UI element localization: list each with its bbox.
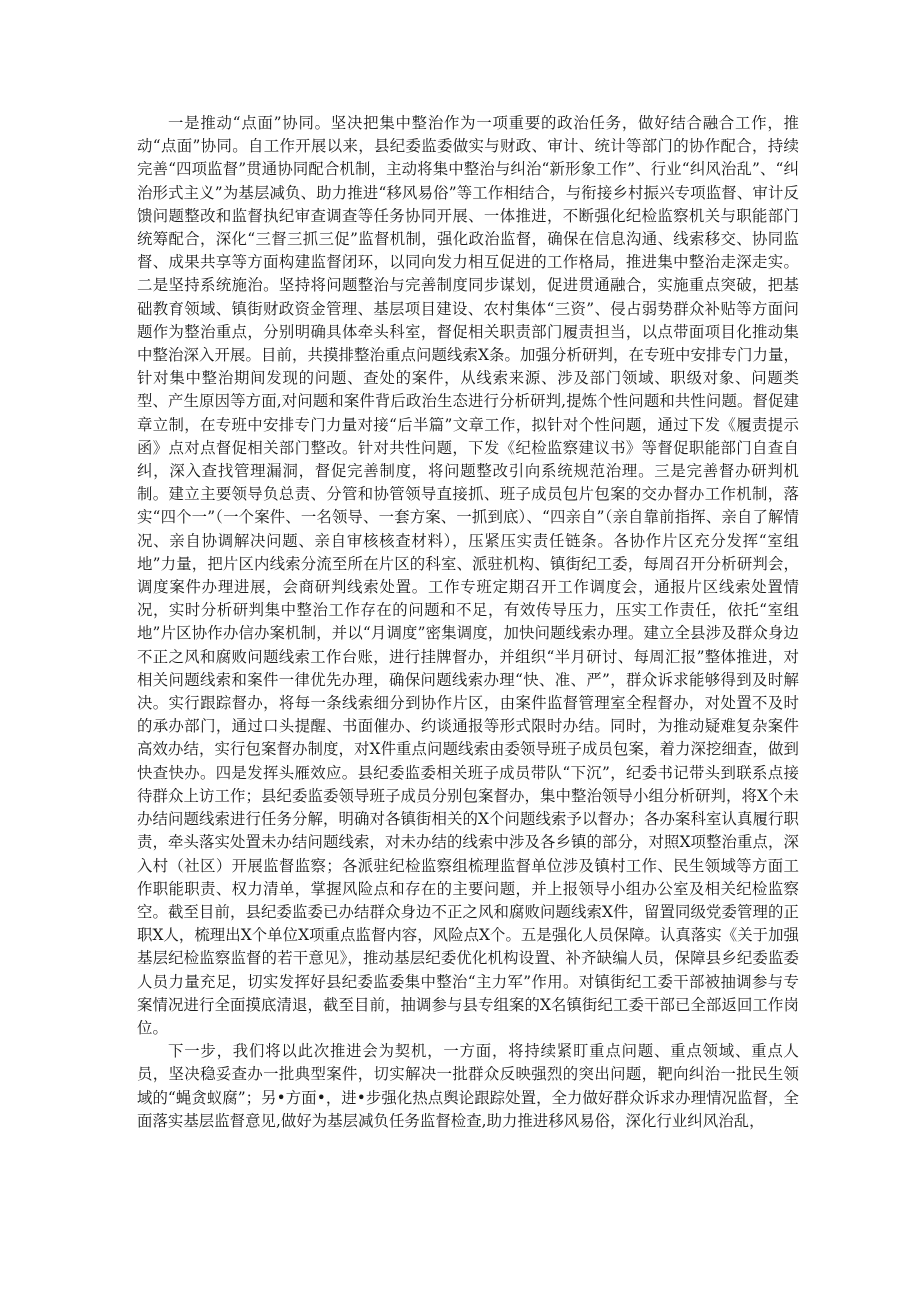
document-body xyxy=(137,112,799,1133)
paragraph-next-steps: 下一步，我们将以此次推进会为契机，一方面，将持续紧盯重点问题、重点领域、重点人员，坚决稳妥查办一批典型案件，切实解决一批群众反映强烈的突出问题，靶向纠治一批民生领域的“蝇贪蚁腐”；另•方面•，进•步强化热点舆论跟踪处置，全力做好群众诉求办理情况监督，全面落实基层监督意见,做好为基层减负任务监督检查,助力推进移风易俗，深化行业纠风治乱， xyxy=(137,1042,799,1130)
paragraph-work-measures: 一是推动“点面”协同。坚决把集中整治作为一项重要的政治任务，做好结合融合工作，推动“点面”协同。自工作开展以来，县纪委监委做实与财政、审计、统计等部门的协作配合，持续完善“四项监督”贯通协同配合机制，主动将集中整治与纠治“新形象工作”、行业“纠风治乱”、“纠治形式主义”为基层减负、助力推进“移风易俗”等工作相结合，与衔接乡村振兴专项监督、审计反馈问题整改和监督执纪审查调查等任务协同开展、一体推进，不断强化纪检监察机关与职能部门统筹配合，深化“三督三抓三促”监督机制，强化政治监督，确保在信息沟通、线索移交、协同监督、成果共享等方面构建监督闭环，以同向发力相互促进的工作格局，推进集中整治走深走实。二是坚持系统施治。坚持将问题整治与完善制度同步谋划，促进贯通融合，实施重点突破，把基础教育领域、镇街财政资金管理、基层项目建设、农村集体“三资”、侵占弱势群众补贴等方面问题作为整治重点，分别明确具体牵头科室，督促相关职责部门履责担当，以点带面项目化推动集中整治深入开展。目前，共摸排整治重点问题线索X条。加强分析研判，在专班中安排专门力量，针对集中整治期间发现的问题、查处的案件，从线索来源、涉及部门领域、职级对象、问题类型、产生原因等方面,对问题和案件背后政治生态进行分析研判,提炼个性问题和共性问题。督促建章立制，在专班中安排专门力量对接“后半篇”文章工作，拟针对个性问题，通过下发《履责提示函》点对点督促相关部门整改。针对共性问题，下发《纪检监察建议书》等督促职能部门自查自纠，深入查找管理漏洞，督促完善制度，将问题整改引向系统规范治理。三是完善督办研判机制。建立主要领导负总责、分管和协管领导直接抓、班子成员包片包案的交办督办工作机制，落实“四个一”（一个案件、一名领导、一套方案、一抓到底）、“四亲自”（亲自靠前指挥、亲自了解情况、亲自协调解决问题、亲自审核核查材料），压紧压实责任链条。各协作片区充分发挥“室组地”力量，把片区内线索分流至所在片区的科室、派驻机构、镇街纪工委，每周召开分析研判会，调度案件办理进展，会商研判线索处置。工作专班定期召开工作调度会，通报片区线索处置情况，实时分析研判集中整治工作存在的问题和不足，有效传导压力，压实工作责任，依托“室组地”片区协作办信办案机制，并以“月调度”密集调度，加快问题线索办理。建立全县涉及群众身边不正之风和腐败问题线索工作台账，进行挂牌督办，并组织“半月研讨、每周汇报”整体推进，对相关问题线索和案件一律优先办理，确保问题线索办理“快、准、严”，群众诉求能够得到及时解决。实行跟踪督办，将每一条线索细分到协作片区，由案件监督管理室全程督办，对处置不及时的承办部门，通过口头提醒、书面催办、约谈通报等形式限时办结。同时，为推动疑难复杂案件高效办结，实行包案督办制度，对X件重点问题线索由委领导班子成员包案，着力深挖细查，做到快查快办。四是发挥头雁效应。县纪委监委相关班子成员带队“下沉”，纪委书记带头到联系点接待群众上访工作；县纪委监委领导班子成员分别包案督办，集中整治领导小组分析研判，将X个未办结问题线索进行任务分解，明确对各镇街相关的X个问题线索予以督办；各办案科室认真履行职责，牵头落实处置未办结问题线索，对未办结的线索中涉及各乡镇的部分，对照X项整治重点，深入村（社区）开展监督监察；各派驻纪检监察组梳理监督单位涉及镇村工作、民生领域等方面工作职能职责、权力清单，掌握风险点和存在的主要问题，并上报领导小组办公室及相关纪检监察空。截至目前，县纪委监委已办结群众身边不正之风和腐败问题线索X件，留置同级党委管理的正职X人，梳理出X个单位X项重点监督内容，风险点X个。五是强化人员保障。认真落实《关于加强基层纪检监察监督的若干意见》，推动基层纪委优化机构设置、补齐缺编人员，保障县乡纪委监委人员力量充足，切实发挥好县纪委监委集中整治“主力军”作用。对镇街纪工委干部被抽调参与专案情况进行全面摸底清退，截至目前，抽调参与县专组案的X名镇街纪工委干部已全部返回工作岗位。 xyxy=(137,114,799,1037)
